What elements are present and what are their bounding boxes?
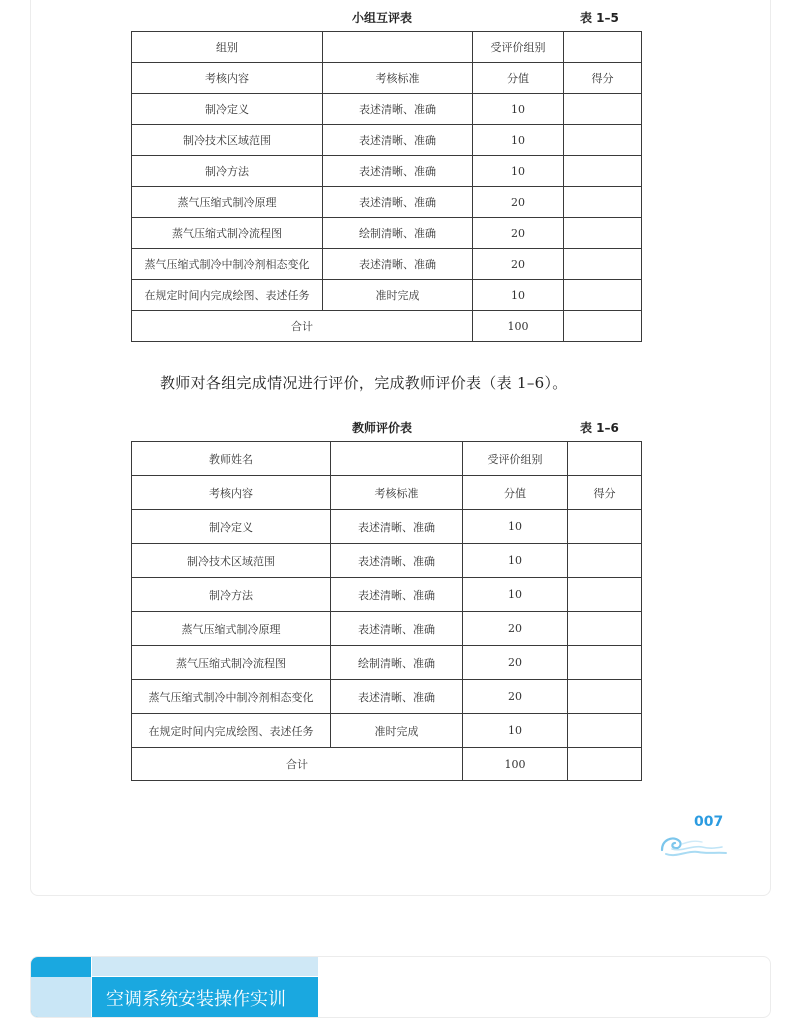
table-row — [132, 280, 642, 311]
table-row — [132, 510, 642, 544]
table-row — [132, 218, 642, 249]
table-1-number: 表 1–5 — [580, 11, 619, 25]
got-cell — [564, 94, 642, 125]
total-got-cell — [564, 311, 642, 342]
content-cell: 制冷方法 — [132, 578, 331, 612]
table-row — [132, 442, 642, 476]
got-cell — [568, 680, 642, 714]
content-cell: 制冷技术区域范围 — [132, 544, 331, 578]
total-got-cell — [568, 748, 642, 781]
got-cell — [564, 249, 642, 280]
content-cell: 制冷定义 — [132, 94, 323, 125]
table-row — [132, 646, 642, 680]
score-cell: 20 — [463, 612, 568, 646]
got-cell — [564, 125, 642, 156]
content-cell: 制冷技术区域范围 — [132, 125, 323, 156]
score-cell: 10 — [473, 156, 564, 187]
score-cell: 20 — [463, 646, 568, 680]
standard-cell: 表述清晰、准确 — [331, 578, 463, 612]
table-header-row — [132, 476, 642, 510]
standard-cell: 表述清晰、准确 — [323, 94, 473, 125]
got-cell — [568, 612, 642, 646]
got-cell — [568, 714, 642, 748]
standard-cell: 表述清晰、准确 — [323, 125, 473, 156]
content-cell: 蒸气压缩式制冷中制冷剂相态变化 — [132, 680, 331, 714]
content-cell: 蒸气压缩式制冷原理 — [132, 187, 323, 218]
standard-cell: 表述清晰、准确 — [331, 544, 463, 578]
evaluated-group-value-cell — [564, 32, 642, 63]
next-page-header — [30, 956, 771, 1018]
score-cell: 10 — [463, 578, 568, 612]
column-header-content: 考核内容 — [132, 476, 331, 510]
column-header-content: 考核内容 — [132, 63, 323, 94]
group-value-cell — [323, 32, 473, 63]
header-light-block — [31, 977, 91, 1017]
total-label-cell: 合计 — [132, 748, 463, 781]
table-row — [132, 125, 642, 156]
score-cell: 20 — [473, 249, 564, 280]
table-row — [132, 156, 642, 187]
table-2-title: 教师评价表 — [352, 421, 413, 435]
standard-cell: 表述清晰、准确 — [331, 510, 463, 544]
table-total-row — [132, 748, 642, 781]
column-header-score: 分值 — [463, 476, 568, 510]
standard-cell: 绘制清晰、准确 — [323, 218, 473, 249]
column-header-standard: 考核标准 — [331, 476, 463, 510]
standard-cell: 准时完成 — [331, 714, 463, 748]
got-cell — [564, 187, 642, 218]
got-cell — [568, 646, 642, 680]
teacher-name-label-cell: 教师姓名 — [132, 442, 331, 476]
table-row — [132, 680, 642, 714]
content-cell: 蒸气压缩式制冷原理 — [132, 612, 331, 646]
group-label-cell: 组别 — [132, 32, 323, 63]
content-cell: 制冷定义 — [132, 510, 331, 544]
got-cell — [564, 280, 642, 311]
table-1-title: 小组互评表 — [352, 11, 413, 25]
header-light-strip — [92, 957, 318, 976]
table-row — [132, 544, 642, 578]
standard-cell: 绘制清晰、准确 — [331, 646, 463, 680]
score-cell: 20 — [473, 218, 564, 249]
teacher-name-value-cell — [331, 442, 463, 476]
next-page-title: 空调系统安装操作实训 — [92, 977, 318, 1017]
score-cell: 10 — [473, 280, 564, 311]
wave-icon — [658, 828, 730, 860]
table-row — [132, 32, 642, 63]
standard-cell: 表述清晰、准确 — [323, 249, 473, 280]
table-1-caption — [131, 9, 641, 27]
table-header-row — [132, 63, 642, 94]
got-cell — [564, 156, 642, 187]
table-row — [132, 94, 642, 125]
got-cell — [568, 544, 642, 578]
evaluated-group-label-cell: 受评价组别 — [473, 32, 564, 63]
table-row — [132, 249, 642, 280]
instruction-paragraph: 教师对各组完成情况进行评价，完成教师评价表（表 1–6）。 — [160, 374, 568, 392]
content-cell: 蒸气压缩式制冷流程图 — [132, 646, 331, 680]
score-cell: 20 — [473, 187, 564, 218]
standard-cell: 表述清晰、准确 — [331, 680, 463, 714]
column-header-got: 得分 — [564, 63, 642, 94]
score-cell: 20 — [463, 680, 568, 714]
standard-cell: 表述清晰、准确 — [323, 156, 473, 187]
score-cell: 10 — [463, 714, 568, 748]
teacher-evaluation-table — [131, 441, 642, 781]
table-row — [132, 714, 642, 748]
content-cell: 在规定时间内完成绘图、表述任务 — [132, 280, 323, 311]
content-cell: 制冷方法 — [132, 156, 323, 187]
evaluated-group-value-cell — [568, 442, 642, 476]
content-cell: 蒸气压缩式制冷流程图 — [132, 218, 323, 249]
page-number: 007 — [694, 814, 724, 830]
got-cell — [564, 218, 642, 249]
content-cell: 在规定时间内完成绘图、表述任务 — [132, 714, 331, 748]
table-total-row — [132, 311, 642, 342]
table-2-caption — [131, 419, 641, 437]
standard-cell: 表述清晰、准确 — [323, 187, 473, 218]
score-cell: 10 — [473, 125, 564, 156]
column-header-got: 得分 — [568, 476, 642, 510]
table-row — [132, 187, 642, 218]
table-2-number: 表 1–6 — [580, 421, 619, 435]
column-header-score: 分值 — [473, 63, 564, 94]
standard-cell: 准时完成 — [323, 280, 473, 311]
table-row — [132, 612, 642, 646]
score-cell: 10 — [473, 94, 564, 125]
got-cell — [568, 510, 642, 544]
total-score-cell: 100 — [473, 311, 564, 342]
table-row — [132, 578, 642, 612]
total-score-cell: 100 — [463, 748, 568, 781]
content-cell: 蒸气压缩式制冷中制冷剂相态变化 — [132, 249, 323, 280]
total-label-cell: 合计 — [132, 311, 473, 342]
standard-cell: 表述清晰、准确 — [331, 612, 463, 646]
peer-evaluation-table — [131, 31, 642, 342]
score-cell: 10 — [463, 544, 568, 578]
got-cell — [568, 578, 642, 612]
column-header-standard: 考核标准 — [323, 63, 473, 94]
score-cell: 10 — [463, 510, 568, 544]
evaluated-group-label-cell: 受评价组别 — [463, 442, 568, 476]
